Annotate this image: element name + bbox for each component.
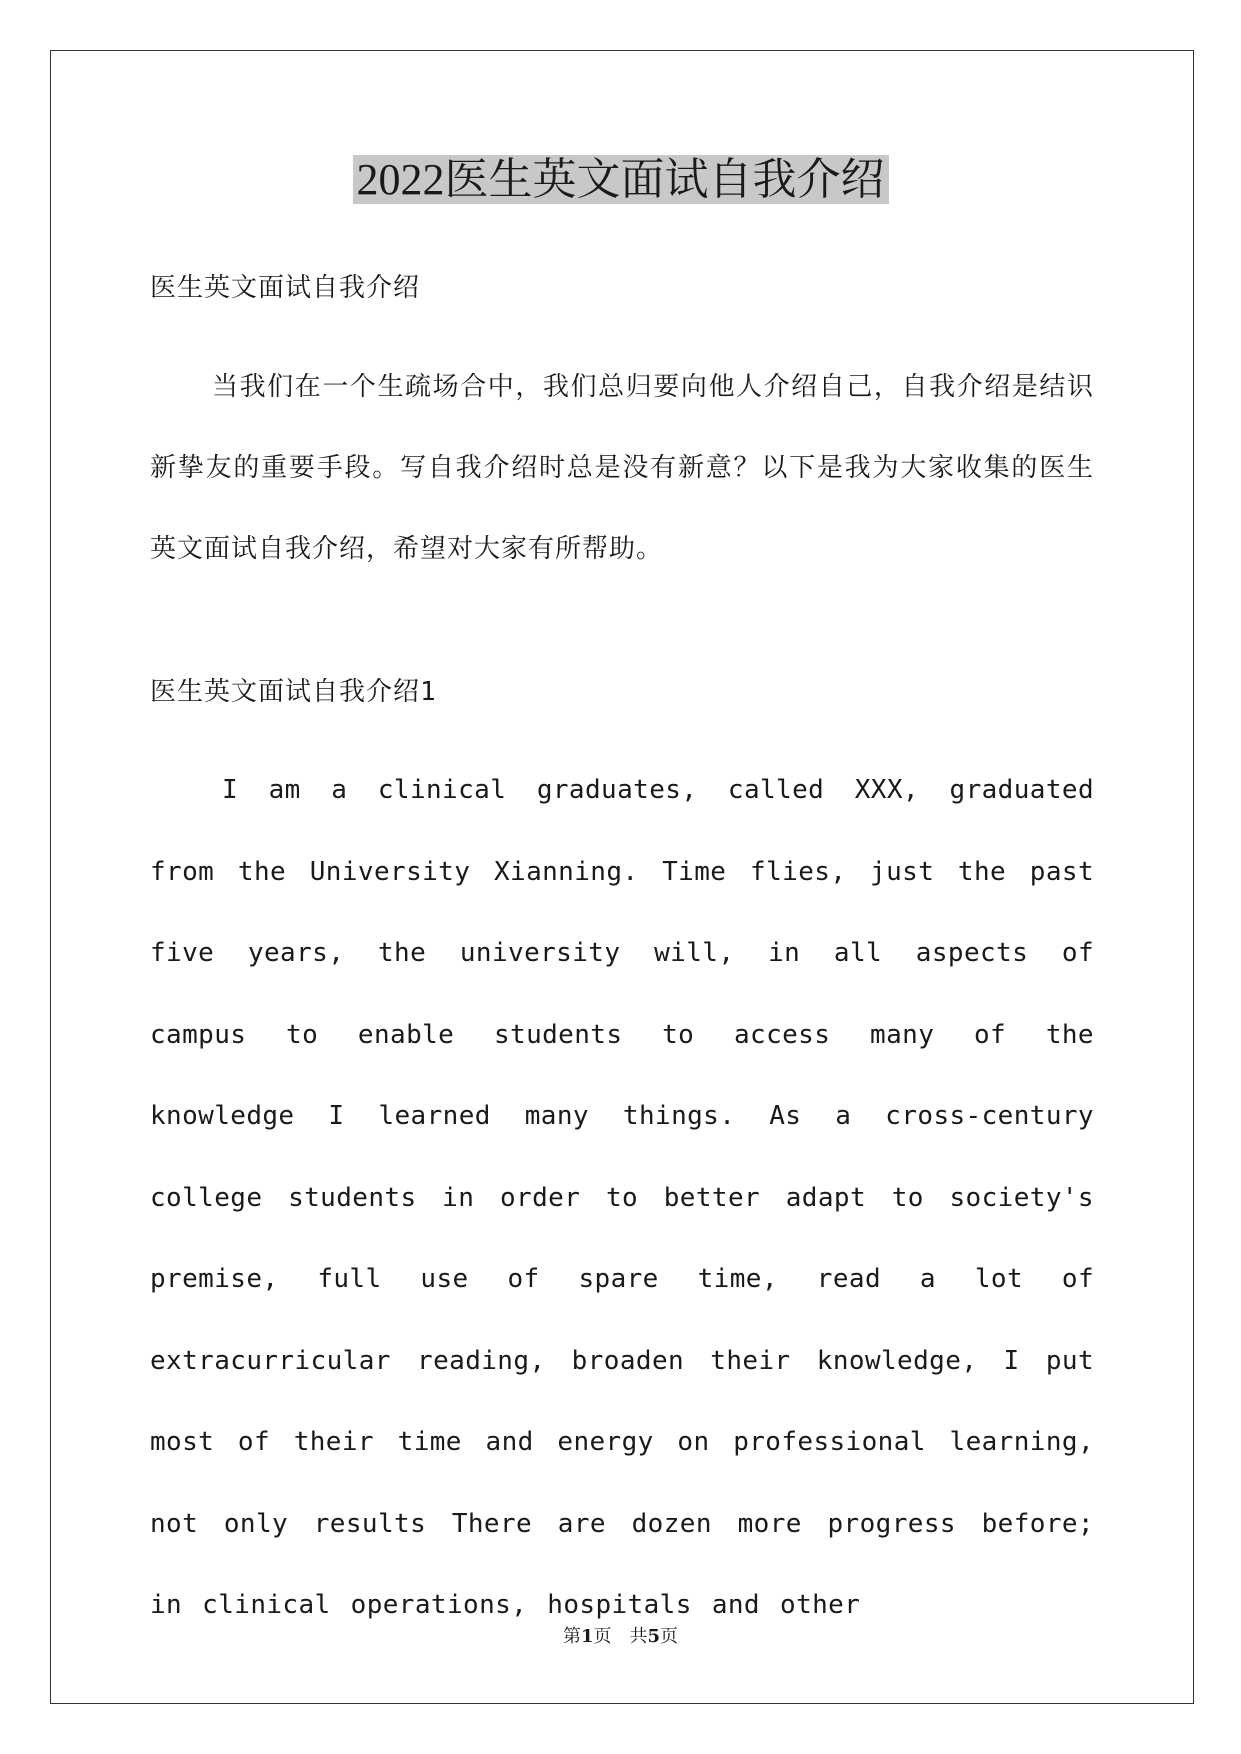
footer-page-suffix: 页	[660, 1626, 679, 1647]
document-title	[0, 150, 1241, 210]
intro-paragraph: 当我们在一个生疏场合中，我们总归要向他人介绍自己，自我介绍是结识新挚友的重要手段。写自我介绍时总是没有新意？以下是我为大家收集的医生英文面试自我介绍，希望对大家有所帮助。	[150, 372, 1094, 564]
page-footer	[0, 1622, 1241, 1648]
section-heading: 医生英文面试自我介绍1	[150, 677, 437, 707]
footer-page-total: 5	[647, 1626, 661, 1647]
footer-page-current: 1	[580, 1626, 594, 1647]
english-paragraph: I am a clinical graduates, called XXX, graduated from the University Xianning. Time flies, just the past five years, the university will, in all aspects of campus to enable students to access many of the knowledge I learned many things. As a cross-century college students in order to better adapt to society's premise, full use of spare time, read a lot of extracurricular reading, broaden their knowledge, I put most of their time and energy on professional learning, not only results There are dozen more progress before; in clinical operations, hospitals and other	[150, 775, 1094, 1620]
document-title-text: 2022医生英文面试自我介绍	[353, 155, 889, 204]
footer-page-mid: 页 共	[593, 1626, 648, 1647]
document-subtitle: 医生英文面试自我介绍	[150, 273, 421, 303]
footer-page-prefix: 第	[562, 1626, 581, 1647]
